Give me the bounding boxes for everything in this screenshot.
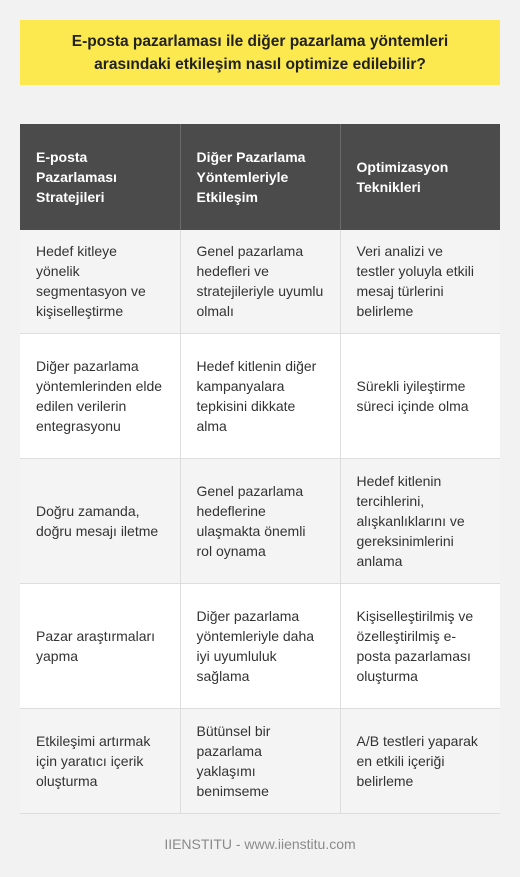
table-cell: Hedef kitleye yönelik segmentasyon ve kişiselleştirme xyxy=(20,230,180,333)
page-title: E-posta pazarlaması ile diğer pazarlama yöntemleri arasındaki etkileşim nasıl optimize edilebilir? xyxy=(71,32,449,73)
table-cell: Hedef kitlenin diğer kampanyalara tepkisini dikkate alma xyxy=(180,333,340,458)
table-row xyxy=(20,458,500,583)
table-cell: Doğru zamanda, doğru mesajı iletme xyxy=(20,458,180,583)
comparison-table xyxy=(20,124,500,814)
table-cell: Diğer pazarlama yöntemleriyle daha iyi uyumluluk sağlama xyxy=(180,583,340,708)
footer-credit: IIENSTITU - www.iienstitu.com xyxy=(164,836,356,852)
table-cell: A/B testleri yaparak en etkili içeriği belirleme xyxy=(340,708,500,813)
table-cell: Diğer pazarlama yöntemlerinden elde edilen verilerin entegrasyonu xyxy=(20,333,180,458)
column-header: E-posta Pazarlaması Stratejileri xyxy=(20,124,180,230)
table-cell: Genel pazarlama hedefleri ve stratejileriyle uyumlu olmalı xyxy=(180,230,340,333)
column-header: Diğer Pazarlama Yöntemleriyle Etkileşim xyxy=(180,124,340,230)
table-row xyxy=(20,230,500,333)
table-cell: Sürekli iyileştirme süreci içinde olma xyxy=(340,333,500,458)
table-header-row xyxy=(20,124,500,230)
table-cell: Hedef kitlenin tercihlerini, alışkanlıklarını ve gereksinimlerini anlama xyxy=(340,458,500,583)
table-cell: Etkileşimi artırmak için yaratıcı içerik oluşturma xyxy=(20,708,180,813)
table-cell: Pazar araştırmaları yapma xyxy=(20,583,180,708)
table-row xyxy=(20,333,500,458)
table-row xyxy=(20,583,500,708)
table-row xyxy=(20,708,500,813)
title-banner xyxy=(20,20,500,85)
table-cell: Bütünsel bir pazarlama yaklaşımı benimseme xyxy=(180,708,340,813)
table-cell: Veri analizi ve testler yoluyla etkili mesaj türlerini belirleme xyxy=(340,230,500,333)
table-cell: Kişiselleştirilmiş ve özelleştirilmiş e-posta pazarlaması oluşturma xyxy=(340,583,500,708)
table-cell: Genel pazarlama hedeflerine ulaşmakta önemli rol oynama xyxy=(180,458,340,583)
column-header: Optimizasyon Teknikleri xyxy=(340,124,500,230)
